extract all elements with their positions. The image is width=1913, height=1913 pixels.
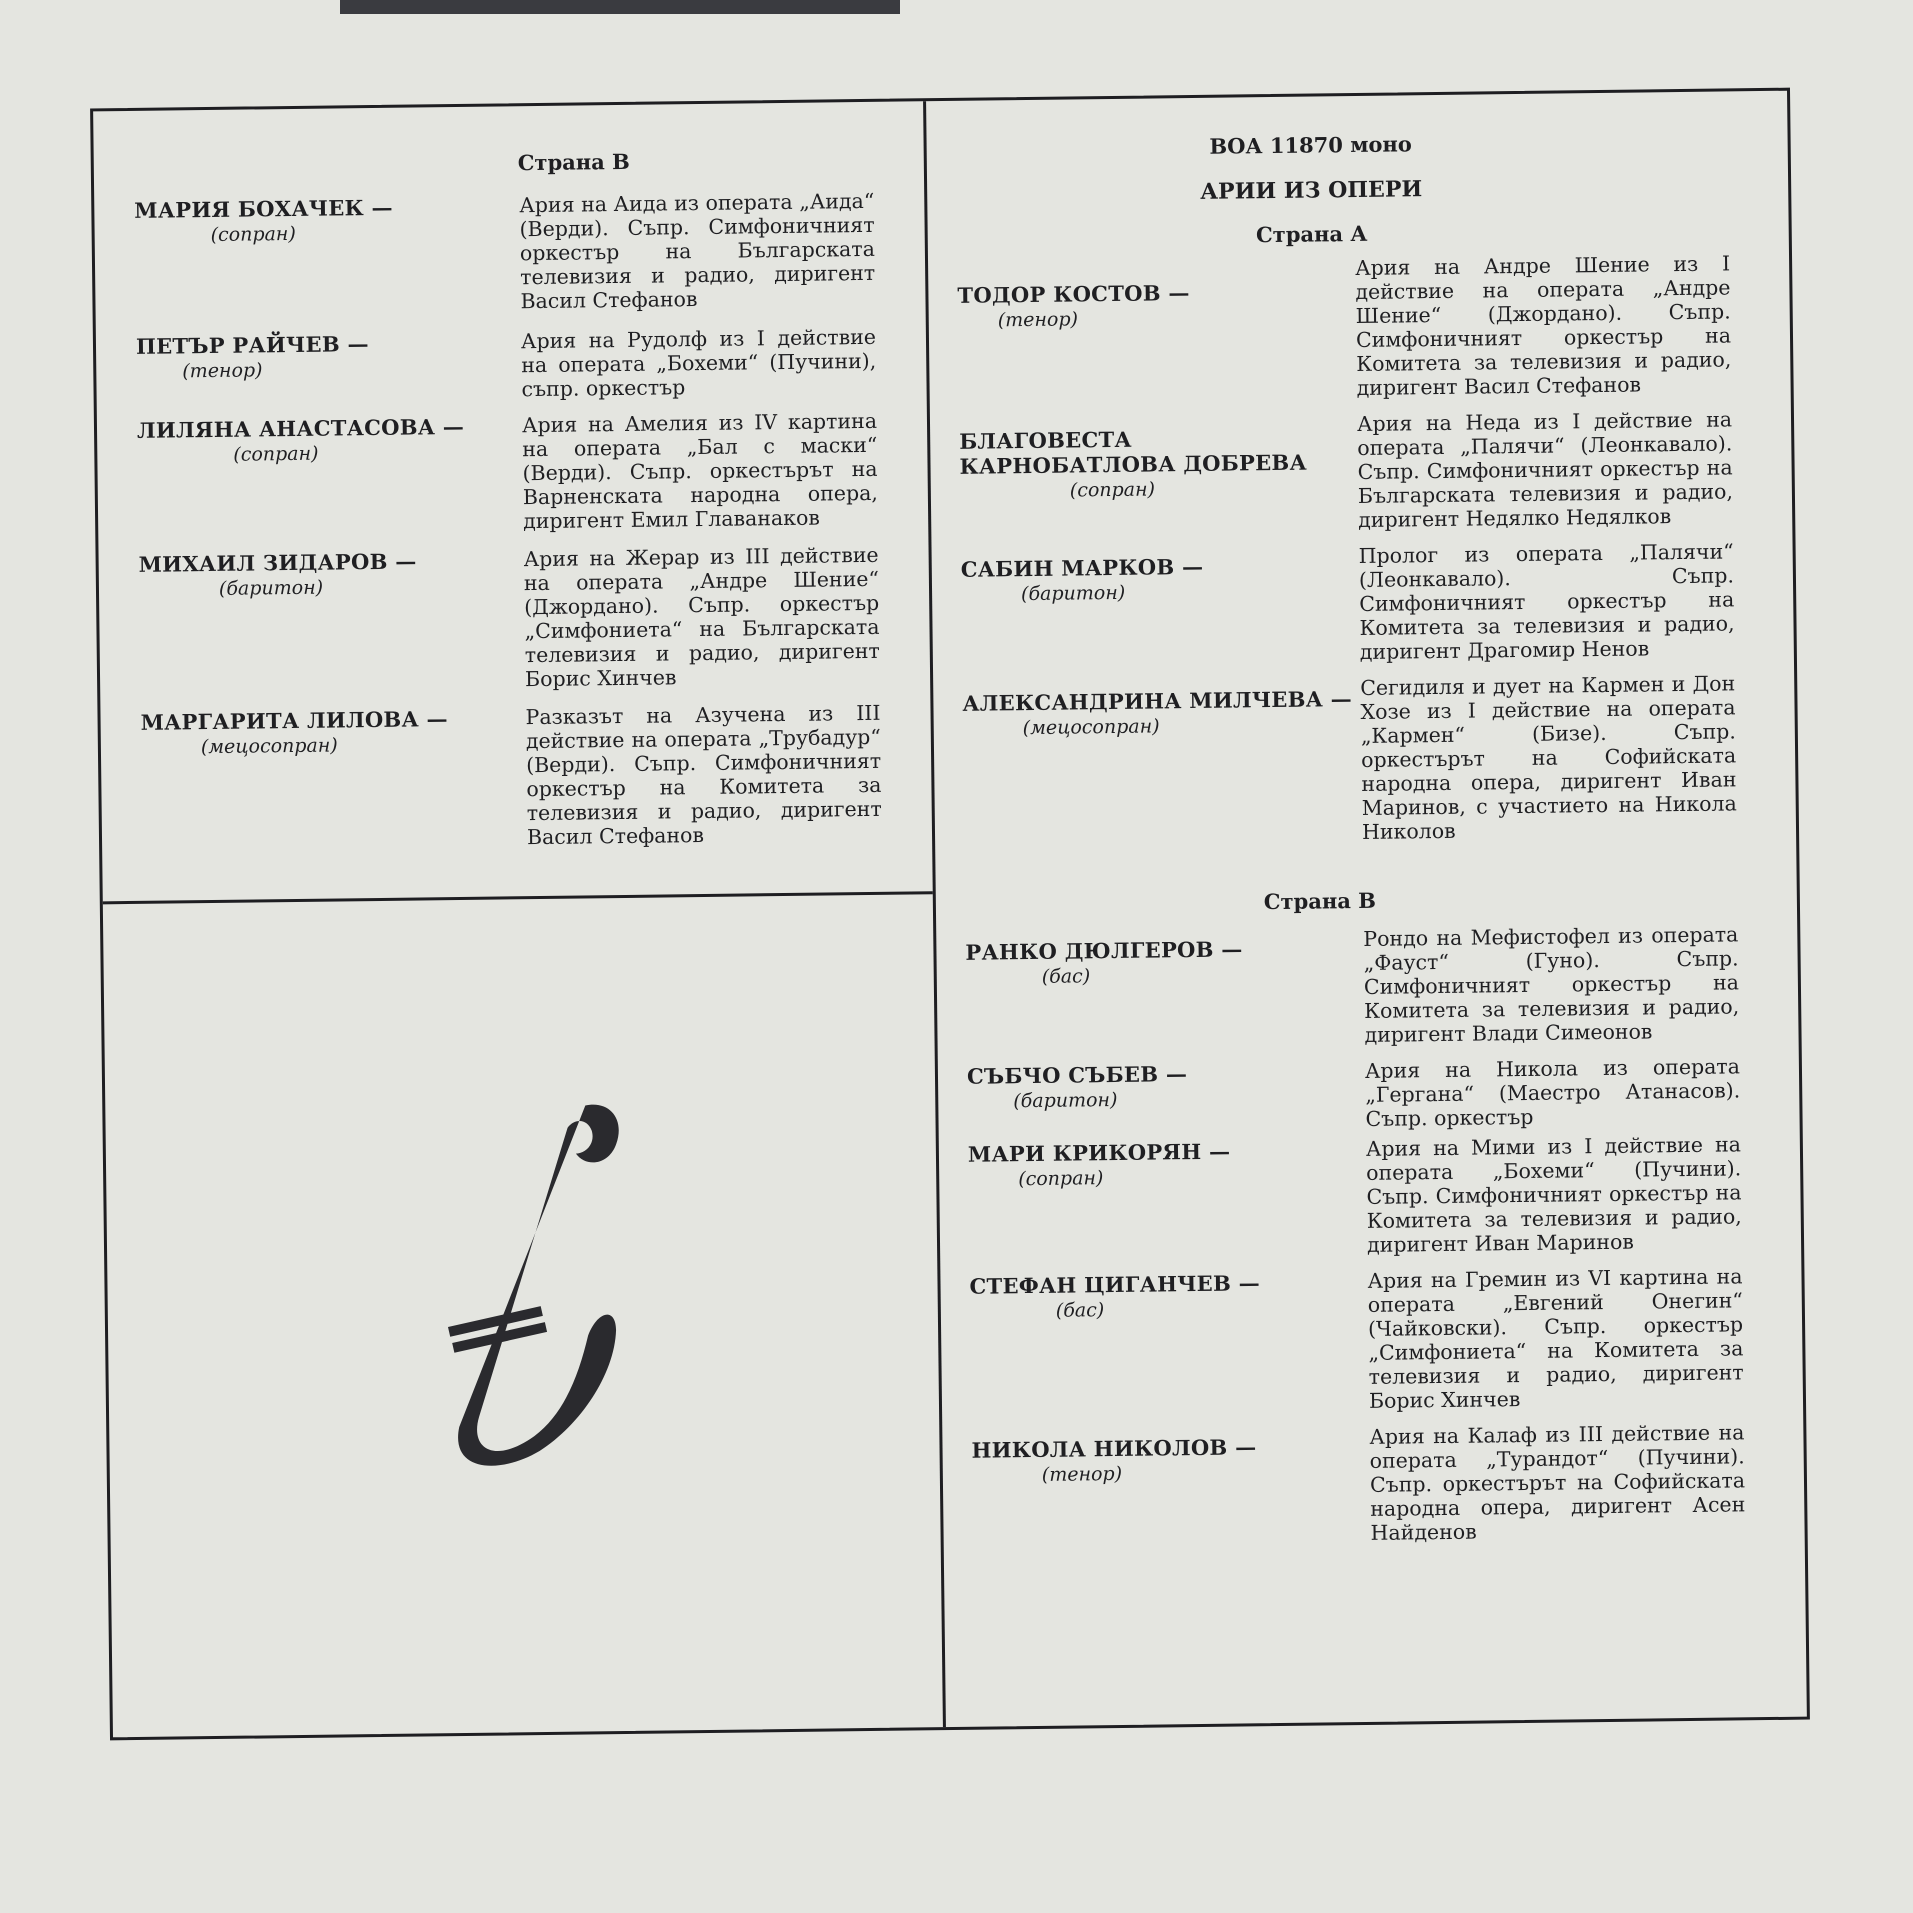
track-entry [959,407,1770,537]
artist-name: АЛЕКСАНДРИНА МИЛЧЕВА — [962,686,1353,716]
artist-name: МИХАИЛ ЗИДАРОВ — [138,548,417,577]
track-description: Рондо на Мефистофел из операта „Фауст“ (Гуно). Съпр. Симфоничният оркестър на Комитета за телевизия и радио, диригент Влади Симеонов [1363,922,1740,1047]
track-description: Ария на Неда из I действие на операта „Палячи“ (Леонкавало). Съпр. Симфоничният оркестър на Българската телевизия и радио, диригент Недялко Недялков [1356,407,1734,532]
artist-block [968,1137,1367,1191]
artist-block [961,544,1360,606]
cover-edge [340,0,900,14]
track-description: Ария на Андре Шение из I действие на операта „Андре Шение“ (Джордано). Съпр. Симфоничният оркестър на Комитета за телевизия и радио, диригент Васил Стефанов [1354,251,1732,400]
record-liner-sheet [90,88,1810,1741]
artist-name-line2: КАРНОБАТЛОВА ДОБРЕВА [959,449,1308,479]
right-panel [955,91,1783,1550]
voice-type: (бас) [1041,965,1091,988]
artist-name: БЛАГОВЕСТА [959,426,1132,454]
artist-block [140,705,526,759]
artist-block [969,1269,1368,1323]
catalog-number: ВОА 11870 моно [1209,131,1412,159]
track-description: Ария на Калаф из III действие на операта „Турандот“ (Пучини). Съпр. оркестърът на Софийската народна опера, диригент Асен Найденов [1369,1420,1746,1545]
track-description: Пролог из операта „Палячи“ (Леонкавало). Съпр. Симфоничният оркестър на Комитета за телевизия и радио, диригент Драгомир Ненов [1358,539,1735,664]
track-entry [957,251,1769,405]
artist-block [959,412,1358,503]
track-description: Ария на Рудолф из I действие на операта „Бохеми“ (Пучини), съпр. оркестър [520,324,877,402]
artist-block [136,329,522,383]
voice-type: (тенор) [182,359,263,383]
track-description: Ария на Гремин из VI картина на операта „Евгений Онегин“ (Чайковски). Съпр. оркестър „Симфониета“ на Комитета за телевизия и радио, диригент Борис Хинчев [1367,1264,1744,1413]
voice-type: (сопран) [233,442,319,466]
track-entry [967,1054,1778,1136]
track-entry [136,325,897,406]
artist-name: РАНКО ДЮЛГЕРОВ — [965,936,1243,965]
voice-type: (мецосопран) [1022,715,1160,740]
horizontal-divider [103,891,933,904]
track-description: Сегидиля и дует на Кармен и Дон Хозе из I действие на операта „Кармен“ (Бизе). Съпр. оркестърът на Софийската народна опера, диригент Иван Маринов, с участието на Никола Николов [1360,671,1737,844]
artist-name: ПЕТЪР РАЙЧЕВ — [135,331,369,359]
artist-block [965,927,1364,989]
balkanton-logo [435,1075,640,1477]
track-entry [961,539,1772,669]
side-heading: Страна В [1263,887,1377,915]
artist-name: МАРИЯ БОХАЧЕК — [134,194,394,223]
voice-type: (баритон) [1020,581,1126,606]
track-description: Ария на Мими из I действие на операта „Бохеми“ (Пучини). Съпр. Симфоничният оркестър на Комитета за телевизия и радио, диригент Иван Маринов [1365,1132,1742,1257]
artist-name: МАРИ КРИКОРЯН — [967,1138,1231,1167]
left-panel [133,102,902,854]
artist-name: СЪБЧО СЪБЕВ — [966,1061,1188,1089]
logo-stem [454,1104,623,1466]
track-entry [962,671,1774,849]
voice-type: (баритон) [1013,1088,1118,1113]
track-entry [971,1420,1782,1550]
track-entry [137,409,898,538]
artist-name: НИКОЛА НИКОЛОВ — [971,1434,1257,1463]
album-title: АРИИ ИЗ ОПЕРИ [1200,176,1423,205]
track-description: Разказът на Азучена из III действие на операта „Трубадур“ (Верди). Съпр. Симфоничният оркестър на Комитета за телевизия и радио, диригент Васил Стефанов [525,700,882,850]
track-entry [965,922,1776,1052]
artist-name: СТЕФАН ЦИГАНЧЕВ — [969,1270,1261,1299]
artist-block [957,256,1356,332]
track-description: Ария на Жерар из III действие на операта „Андре Шение“ (Джордано). Съпр. оркестър „Симфониета“ на Българската телевизия и радио, диригент Борис Хинчев [523,542,880,692]
voice-type: (мецосопран) [200,734,338,759]
voice-type: (сопран) [1018,1167,1104,1191]
artist-block [139,547,525,601]
artist-block [967,1059,1366,1113]
track-entry [140,701,902,854]
track-description: Ария на Никола из операта „Гергана“ (Маестро Атанасов). Съпр. оркестър [1364,1054,1741,1131]
side-heading: Страна В [517,148,630,176]
voice-type: (бас) [1055,1299,1105,1322]
artist-block [971,1425,1370,1487]
voice-type: (сопран) [210,222,296,246]
artist-name: ТОДОР КОСТОВ — [957,280,1190,308]
voice-type: (тенор) [1041,1462,1123,1486]
voice-type: (сопран) [1069,478,1156,502]
track-entry [969,1264,1781,1418]
side-heading: Страна А [1255,220,1368,248]
track-entry [968,1132,1779,1262]
artist-name: МАРГАРИТА ЛИЛОВА — [140,706,448,735]
artist-name: САБИН МАРКОВ — [960,553,1204,582]
track-entry [134,189,895,318]
artist-name: ЛИЛЯНА АНАСТАСОВА — [136,413,465,443]
track-description: Ария на Аида из операта „Аида“ (Верди). Съпр. Симфоничният оркестър на Българската телевизия и радио, диригент Васил Стефанов [519,188,876,314]
artist-block [962,676,1361,740]
artist-block [137,413,523,467]
artist-block [134,193,520,247]
voice-type: (баритон) [218,576,324,600]
voice-type: (тенор) [997,308,1079,332]
track-description: Ария на Амелия из IV картина на операта „Бал с маски“ (Верди). Съпр. оркестърът на Варненската народна опера, диригент Емил Главанаков [521,408,878,534]
track-entry [139,543,901,696]
